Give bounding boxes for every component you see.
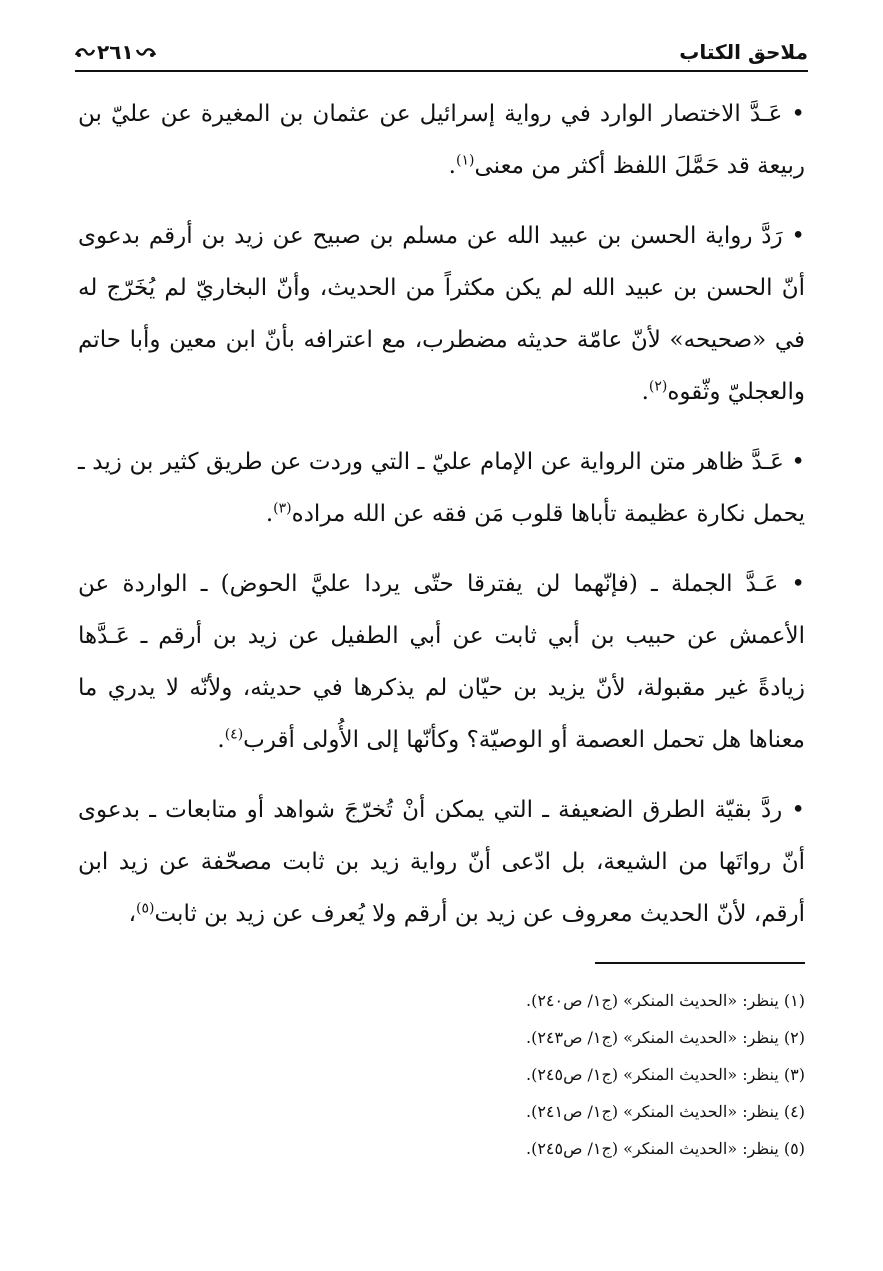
footnote-5: (٥) ينظر: «الحديث المنكر» (ج١/ ص٢٤٥). [525,1139,805,1158]
right-ornament-icon [136,46,156,58]
paragraph-1-text: • عَـدَّ الاختصار الوارد في رواية إسرائيل عن عثمان بن المغيرة عن عليّ بن ربيعة قد حَمَّلَ اللفظ أكثر من معنى [78,101,805,179]
paragraph-5-text: • ردَّ بقيّة الطرق الضعيفة ـ التي يمكن أنْ تُخرّجَ شواهد أو متابعات ـ بدعوى أنّ رواتَها من الشيعة، بل ادّعى أنّ رواية زيد بن ثابت مصحّفة عن زيد ابن أرقم، لأنّ الحديث معروف عن زيد بن أرقم ولا يُعرف عن زيد بن ثابت [78,797,805,927]
page-number-block [75,40,156,64]
footnote-separator [595,962,805,964]
running-title: ملاحق الكتاب [679,40,808,64]
footnotes [78,982,805,1167]
footnote-2: (٢) ينظر: «الحديث المنكر» (ج١/ ص٢٤٣). [525,1028,805,1047]
paragraph-5 [78,784,805,940]
footnote-ref-5[interactable]: (٥) [136,900,155,917]
left-ornament-icon [75,46,95,58]
paragraph-4-text: • عَـدَّ الجملة ـ (فإنّهما لن يفترقا حتّى يردا عليَّ الحوض) ـ الواردة عن الأعمش عن حبيب بن أبي ثابت عن أبي الطفيل عن زيد بن أرقم ـ عَـدَّها زيادةً غير مقبولة، لأنّ يزيد بن حيّان لم يذكرها في حديثه، ولأنّه لا يدري ما معناها هل تحمل العصمة أو الوصيّة؟ وكأنّها إلى الأُولى أقرب [78,571,805,753]
paragraph-4-end: . [217,727,225,753]
footnote-ref-4[interactable]: (٤) [224,726,244,743]
paragraph-2-text: • رَدَّ رواية الحسن بن عبيد الله عن مسلم بن صبيح عن زيد بن أرقم بدعوى أنّ الحسن بن عبيد الله لم يكن مكثراً من الحديث، وأنّ البخاريّ لم يُخَرّج له في «صحيحه» لأنّ عامّة حديثه مضطرب، مع اعترافه بأنّ ابن معين وأبا حاتم والعجليّ وثّقوه [78,223,805,405]
footnote-3: (٣) ينظر: «الحديث المنكر» (ج١/ ص٢٤٥). [525,1065,805,1084]
main-text [78,88,805,958]
paragraph-1-end: . [448,153,456,179]
footnote-ref-3[interactable]: (٣) [273,500,292,517]
paragraph-3-end: . [265,501,274,527]
page-header [75,30,808,72]
paragraph-3-text: • عَـدَّ ظاهر متن الرواية عن الإمام عليّ ـ التي وردت عن طريق كثير بن زيد ـ يحمل نكارة عظيمة تأباها قلوب مَن فقه عن الله مراده [78,449,805,527]
paragraph-2-end: . [641,379,649,405]
footnote-ref-1[interactable]: (١) [455,152,475,169]
footnote-ref-2[interactable]: (٢) [648,378,668,395]
paragraph-1 [78,88,805,192]
page-number: ٢٦١ [97,40,134,64]
footnote-1: (١) ينظر: «الحديث المنكر» (ج١/ ص٢٤٠). [525,991,805,1010]
paragraph-2 [78,210,805,418]
paragraph-5-end: ، [128,901,136,927]
paragraph-4 [78,558,805,766]
paragraph-3 [78,436,805,540]
footnote-4: (٤) ينظر: «الحديث المنكر» (ج١/ ص٢٤١). [525,1102,805,1121]
